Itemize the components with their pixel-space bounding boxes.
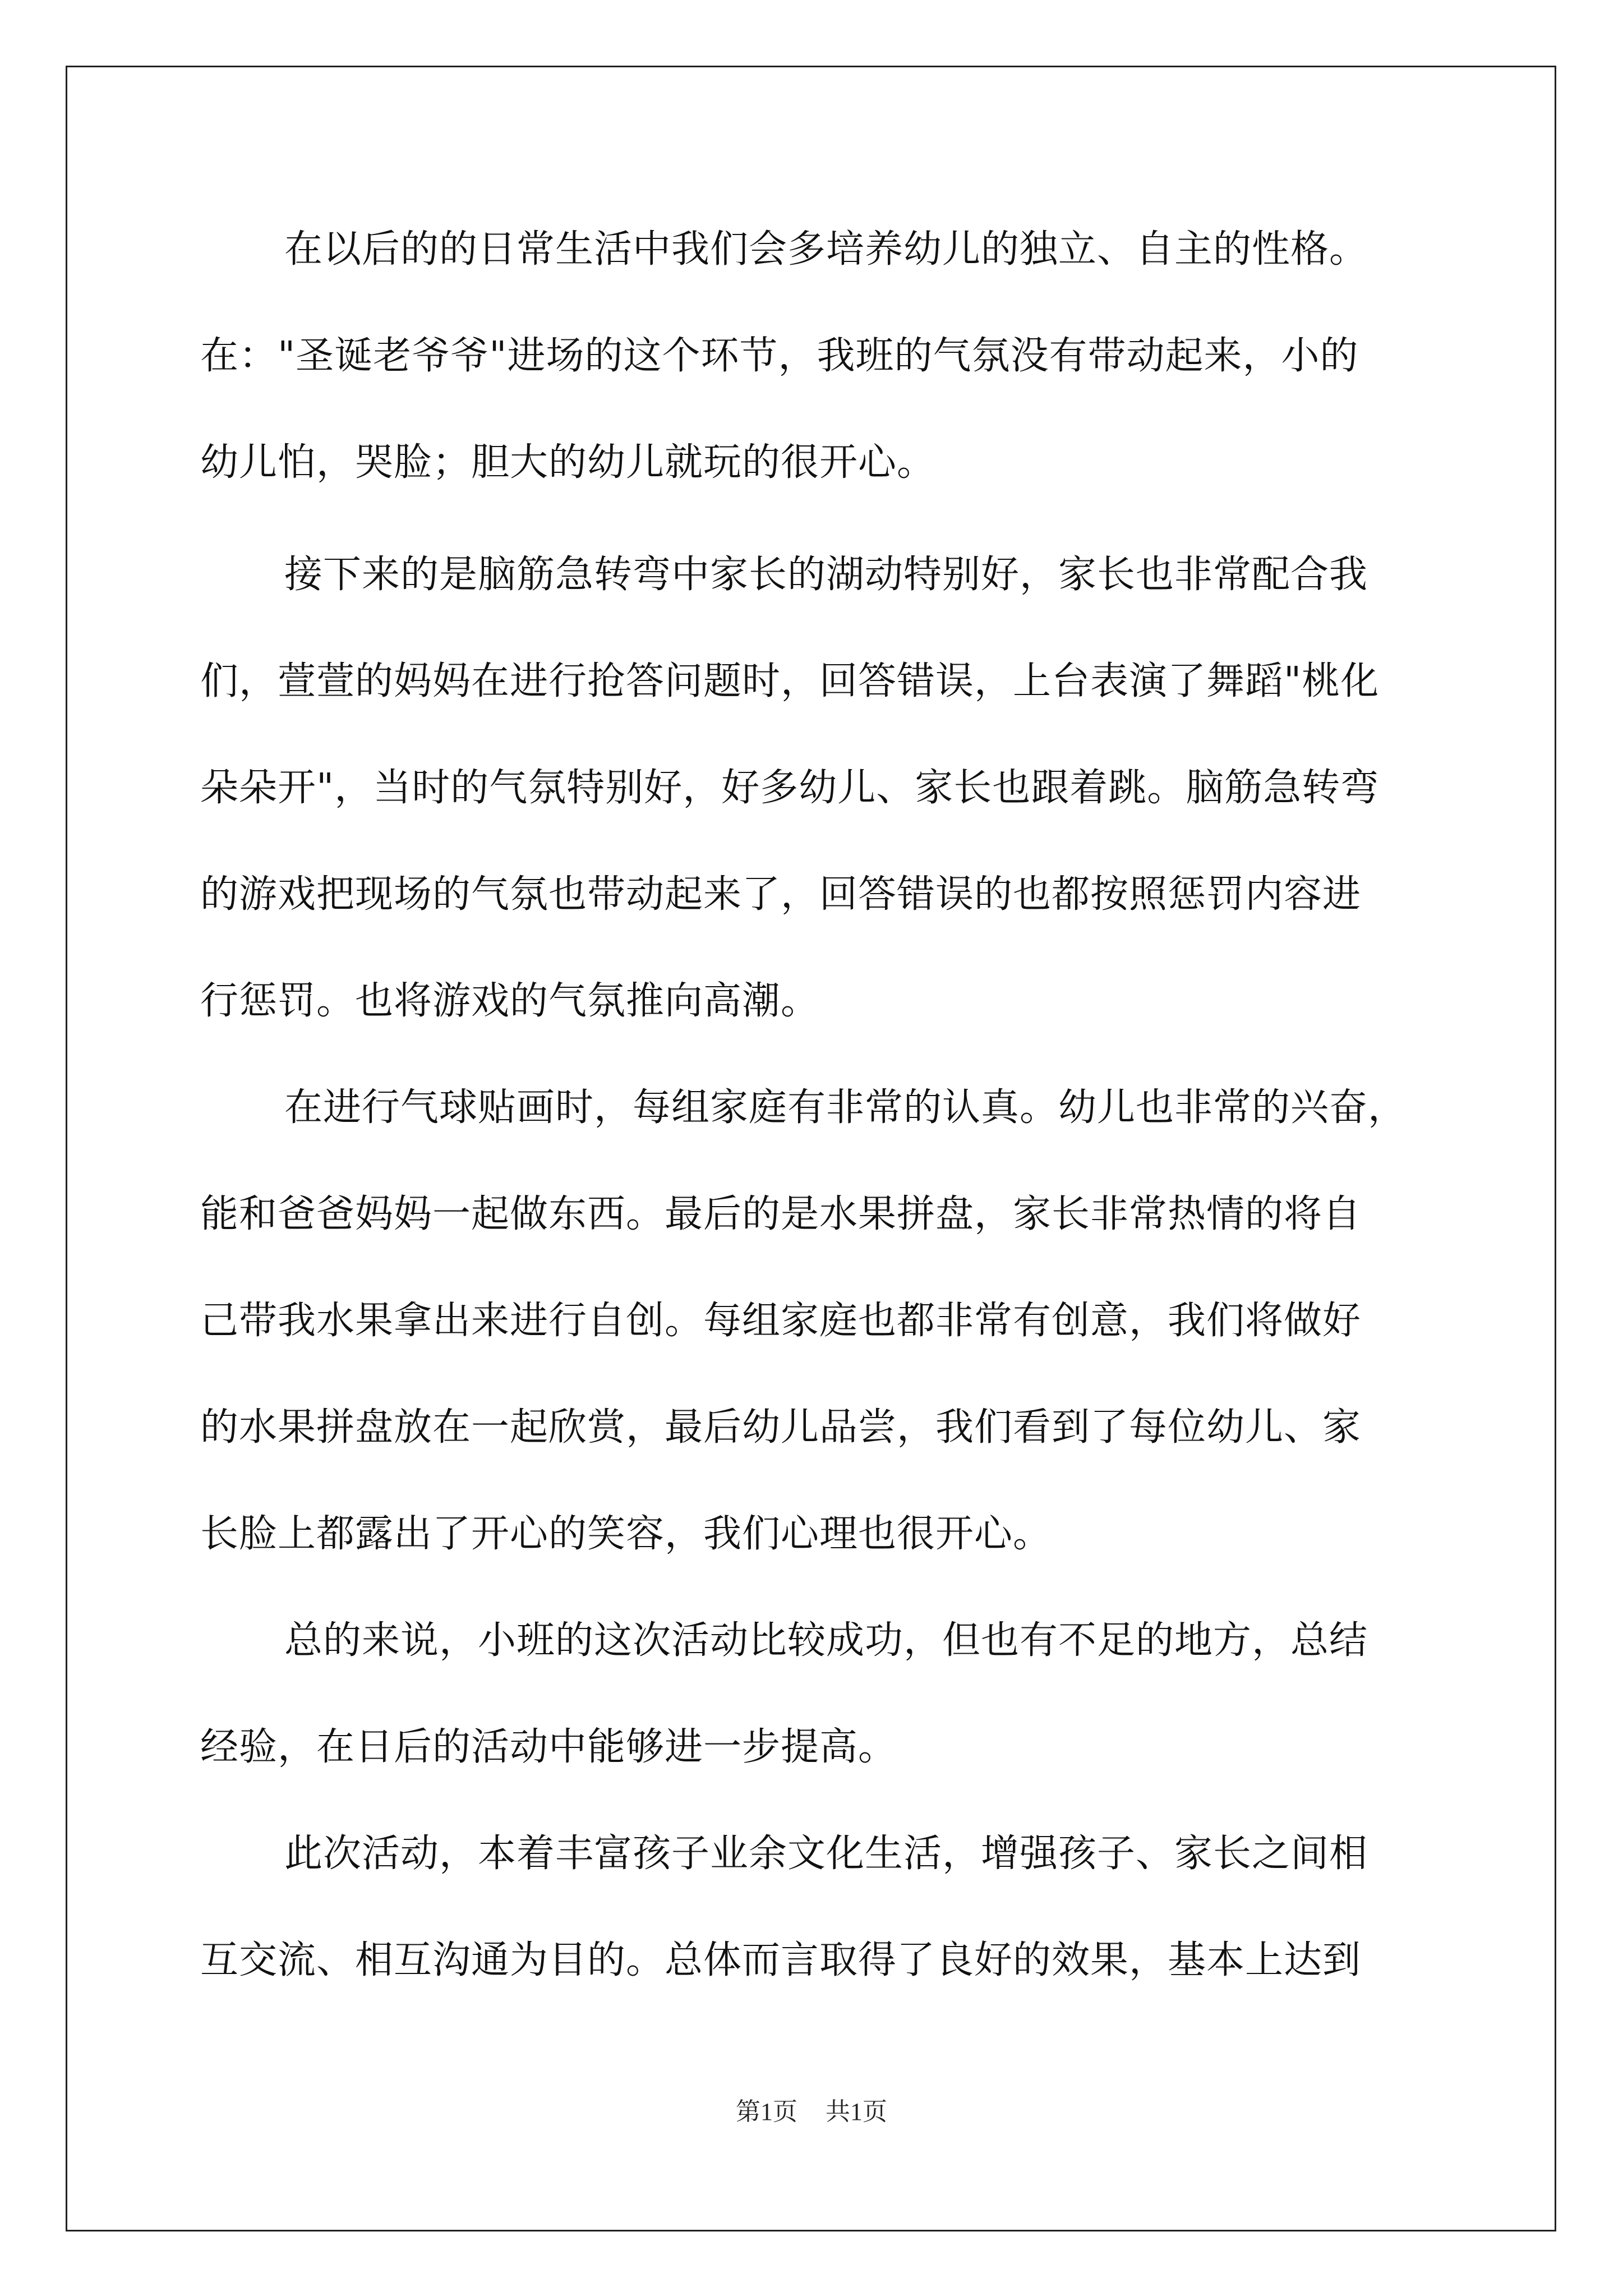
page-footer — [0, 2095, 1623, 2129]
page-border — [66, 66, 1556, 2231]
paragraph-1-line-1: 在以后的的日常生活中我们会多培养幼儿的独立、自主的性格。 — [284, 227, 1368, 272]
paragraph-4-line-2: 经验，在日后的活动中能够进一步提高。 — [200, 1725, 897, 1769]
paragraph-2-line-5: 行惩罚。也将游戏的气氛推向高潮。 — [200, 979, 820, 1023]
paragraph-1-line-3: 幼儿怕，哭脸；胆大的幼儿就玩的很开心。 — [200, 440, 936, 485]
page-total: 共1页 — [826, 2098, 887, 2125]
paragraph-2-line-2: 们，萱萱的妈妈在进行抢答问题时，回答错误，上台表演了舞蹈"桃化 — [200, 659, 1380, 703]
paragraph-3-line-5: 长脸上都露出了开心的笑容，我们心理也很开心。 — [200, 1512, 1052, 1556]
paragraph-1-line-2: 在："圣诞老爷爷"进场的这个环节，我班的气氛没有带动起来，小的 — [200, 334, 1359, 378]
paragraph-3-line-4: 的水果拼盘放在一起欣赏，最后幼儿品尝，我们看到了每位幼儿、家 — [200, 1405, 1362, 1450]
paragraph-4-line-1: 总的来说，小班的这次活动比较成功，但也有不足的地方，总结 — [284, 1618, 1368, 1663]
paragraph-2-line-3: 朵朵开"，当时的气氛特别好，好多幼儿、家长也跟着跳。脑筋急转弯 — [200, 766, 1380, 810]
page-number: 第1页 — [736, 2098, 797, 2125]
paragraph-3-line-3: 己带我水果拿出来进行自创。每组家庭也都非常有创意，我们将做好 — [200, 1299, 1362, 1343]
paragraph-3-line-2: 能和爸爸妈妈一起做东西。最后的是水果拼盘，家长非常热情的将自 — [200, 1192, 1362, 1236]
paragraph-5-line-1: 此次活动，本着丰富孩子业余文化生活，增强孩子、家长之间相 — [284, 1832, 1368, 1876]
paragraph-2-line-4: 的游戏把现场的气氛也带动起来了，回答错误的也都按照惩罚内容进 — [200, 872, 1362, 917]
paragraph-2-line-1: 接下来的是脑筋急转弯中家长的湖动特别好，家长也非常配合我 — [284, 553, 1368, 597]
paragraph-3-line-1: 在进行气球贴画时，每组家庭有非常的认真。幼儿也非常的兴奋， — [284, 1085, 1407, 1130]
paragraph-5-line-2: 互交流、相互沟通为目的。总体而言取得了良好的效果，基本上达到 — [200, 1938, 1362, 1982]
